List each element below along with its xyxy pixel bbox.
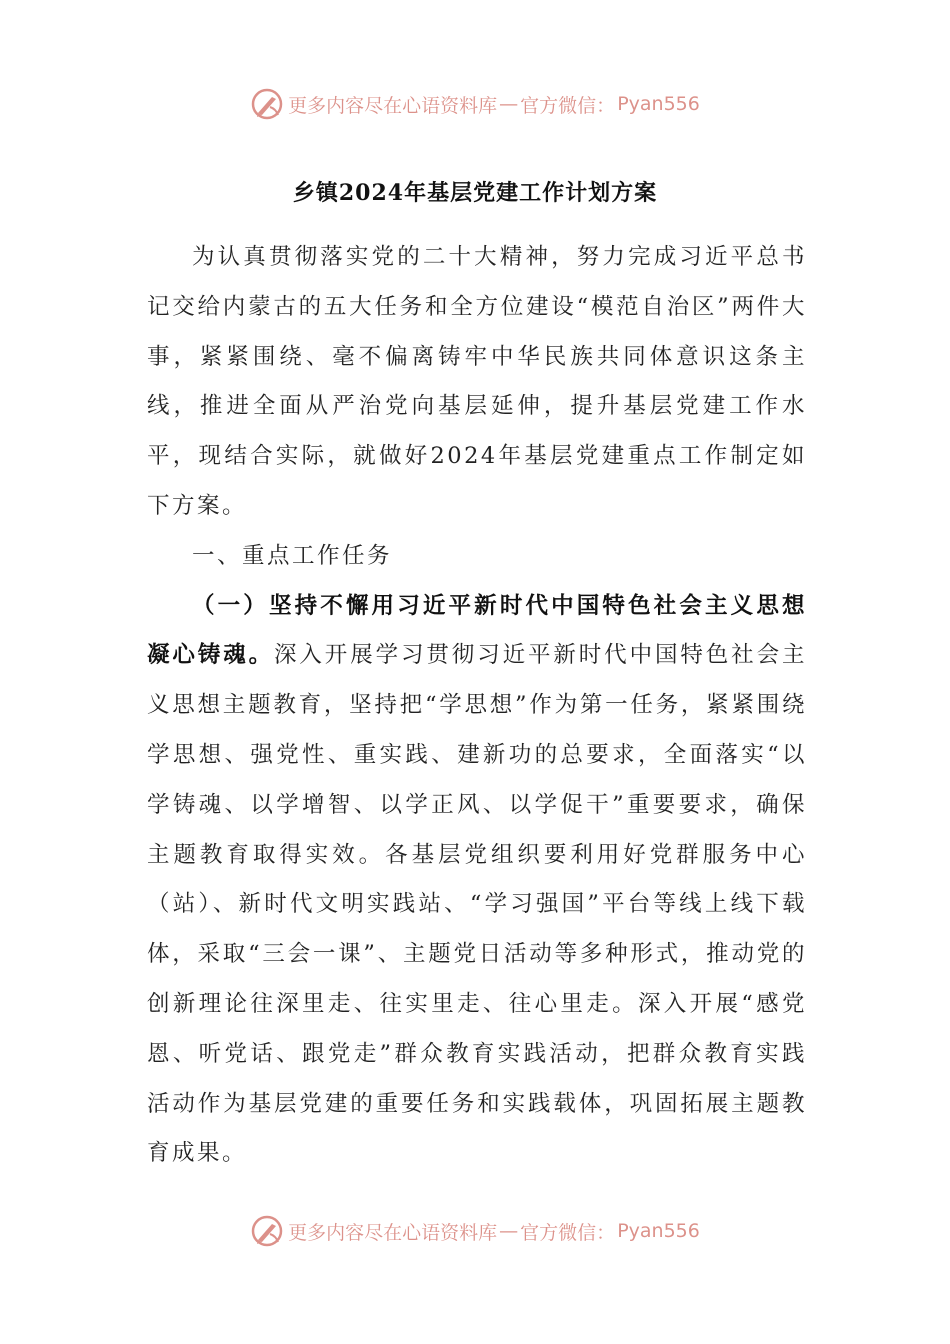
- watermark-footer: [0, 1211, 950, 1251]
- watermark-header: [0, 84, 950, 124]
- watermark-label: 官方微信：: [520, 94, 616, 117]
- watermark-label: 官方微信：: [520, 1221, 616, 1244]
- item-paragraph: [147, 582, 807, 1180]
- item-text: 深入开展学习贯彻习近平新时代中国特色社会主义思想主题教育，坚持把“学思想”作为第一任务，紧紧围绕学思想、强党性、重实践、建新功的总要求，全面落实“以学铸魂、以学增智、以学正风、以学促干”重要要求，确保主题教育取得实效。各基层党组织要利用好党群服务中心（站）、新时代文明实践站、“学习强国”平台等线上线下载体，采取“三会一课”、主题党日活动等多种形式，推动党的创新理论往深里走、往实里走、往心里走。深入开展“感党恩、听党话、跟党走”群众教育实践活动，把群众教育实践活动作为基层党建的重要任务和实践载体，巩固拓展主题教育成果。: [147, 642, 807, 1167]
- pen-logo-icon: [250, 1214, 284, 1248]
- intro-paragraph: 为认真贯彻落实党的二十大精神，努力完成习近平总书记交给内蒙古的五大任务和全方位建设“模范自治区”两件大事，紧紧围绕、毫不偏离铸牢中华民族共同体意识这条主线，推进全面从严治党向基层延伸，提升基层党建工作水平，现结合实际，就做好2024年基层党建重点工作制定如下方案。: [147, 244, 807, 519]
- section-heading: 一、重点工作任务: [192, 542, 393, 569]
- watermark-code: Pyan556: [617, 1220, 700, 1242]
- watermark-separator: —: [499, 93, 519, 115]
- watermark-code: Pyan556: [617, 93, 700, 115]
- pen-logo-icon: [250, 87, 284, 121]
- watermark-separator: —: [499, 1220, 519, 1242]
- watermark-text: 更多内容尽在心语资料库: [288, 1221, 498, 1244]
- document-title: 乡镇2024年基层党建工作计划方案: [292, 180, 658, 206]
- item-heading: （一）坚持不懈用习近平新时代中国特色社会主义思想凝心铸魂。: [147, 592, 807, 669]
- document-body: [147, 233, 807, 1179]
- watermark-text: 更多内容尽在心语资料库: [288, 94, 498, 117]
